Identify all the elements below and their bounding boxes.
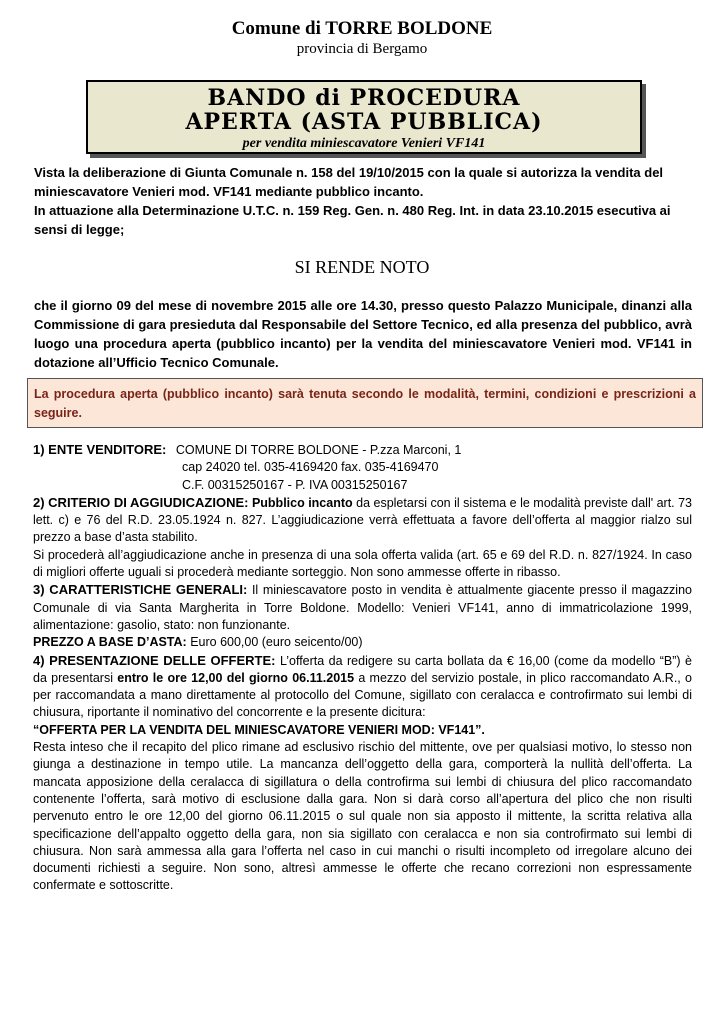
seller-contacts: cap 24020 tel. 035-4169420 fax. 035-4169470 [182,460,439,475]
intro-deliberation: Vista la deliberazione di Giunta Comunale n. 158 del 19/10/2015 con la quale si autorizza la vendita del miniescavatore Venieri mod. VF141 mediante pubblico incanto. [34,165,664,199]
offer-text-b: a mezzo del servizio postale, in plico raccomandato A.R., o per raccomandata a mano direttamente al protocollo del Comune, sigillato con ceralacca e controfirmato sui lembi di chiusura, riportante il nominativo del concorrente e la presente dicitura: [33,670,692,720]
criterion-text-2: Si procederà all’aggiudicazione anche in presenza di una sola offerta valida (art. 65 e 69 del R.D. n. 827/1924. In caso di migliori offerte uguali si procederà mediante sorteggio. Non sono ammesse offerte in ribasso. [33,547,692,580]
section-criterio [33,494,692,581]
procedure-notice-box: La procedura aperta (pubblico incanto) sarà tenuta secondo le modalità, termini, condizioni e prescrizioni a seguire. [27,378,703,428]
seller-tax-codes: C.F. 00315250167 - P. IVA 00315250167 [182,477,408,492]
offer-text-a: L’offerta da redigere su carta bollata da € 16,00 (come da modello “B”) è da presentarsi [33,653,692,685]
section-2-label: 2) CRITERIO DI AGGIUDICAZIONE: [33,494,249,510]
auction-announcement: che il giorno 09 del mese di novembre 2015 alle ore 14.30, presso questo Palazzo Municipale, dinanzi alla Commissione di gara presieduta dal Responsabile del Settore Tecnico, ed alla presenza del pubblico, avrà luogo una procedura aperta (pubblico incanto) per la vendita del miniescavatore Venieri mod. VF141 in dotazione all’Ufficio Tecnico Comunale. [34,298,692,370]
characteristics-text: Il miniescavatore posto in vendita è attualmente giacente presso il magazzino Comunale di via Santa Margherita in Torre Boldone. Modello: Venieri VF141, anno di immatricolazione 1999, alimentazione: gasolio, stato: non funzionante. [33,583,692,632]
section-1-label: 1) ENTE VENDITORE: [33,442,167,457]
tender-sections [33,441,692,895]
section-caratteristiche [33,581,692,651]
section-ente-venditore [33,441,692,494]
banner-line-2: APERTA (ASTA PUBBLICA) [185,109,543,135]
base-price-label: PREZZO A BASE D’ASTA: [33,635,187,650]
si-rende-noto-heading: SI RENDE NOTO [294,257,430,277]
municipality-title: Comune di TORRE BOLDONE [231,18,493,39]
intro-determination: In attuazione alla Determinazione U.T.C. n. 159 Reg. Gen. n. 480 Reg. Int. in data 23.10.2015 esecutiva ai sensi di legge; [34,203,671,237]
banner-line-1: BANDO di PROCEDURA [207,85,521,111]
tender-banner [86,80,642,154]
section-4-label: 4) PRESENTAZIONE DELLE OFFERTE: [33,652,276,668]
intro-block [34,163,692,239]
offer-conditions: Resta inteso che il recapito del plico rimane ad esclusivo rischio del mittente, ove per qualsiasi motivo, lo stesso non giunga a destinazione in tempo utile. La mancanza dell’oggetto della gara, comporterà la nullità dell’offerta. La mancata apposizione della ceralacca di sigillatura o della controfirma sui lembi di chiusura del plico raccomandato contenente l’offerta, sarà motivo di esclusione dalla gara. Non si darà corso all’apertura del plico che non risulti pervenuto entro le ore 12,00 del giorno 06.11.2015 o sul quale non sia apposto il mittente, la scritta relativa alla specificazione dell’appalto oggetto della gara, non sia sigillato con ceralacca e non sia controfirmato sui lembi di chiusura. Non sarà ammessa alla gara l’offerta nel caso in cui manchi o risulti incompleto od irregolare alcuno dei documenti richiesti a seguire. Non sono, altresì ammesse le offerte che recano correzioni non espressamente confermate e sottoscritte. [33,740,692,893]
province-subtitle: provincia di Bergamo [296,41,428,57]
section-presentazione [33,652,692,895]
criterion-text: da espletarsi con il sistema e le modalità previste dall' art. 73 lett. c) e 76 del R.D. 23.05.1924 n. 827. L’aggiudicazione verrà effettuata a favore dell’offerta al maggior rialzo sul prezzo a base d’asta stabilito. [33,495,693,545]
offer-deadline: entro le ore 12,00 del giorno 06.11.2015 [117,670,355,685]
banner-subtitle: per vendita miniescavatore Venieri VF141 [242,136,486,151]
offer-envelope-caption: “OFFERTA PER LA VENDITA DEL MINIESCAVATORE VENIERI MOD: VF141”. [33,722,485,737]
section-3-label: 3) CARATTERISTICHE GENERALI: [33,582,248,598]
criterion-highlight: Pubblico incanto [251,495,353,510]
base-price-value: Euro 600,00 (euro seicento/00) [186,635,363,650]
seller-address: COMUNE DI TORRE BOLDONE - P.zza Marconi, 1 [175,443,462,457]
